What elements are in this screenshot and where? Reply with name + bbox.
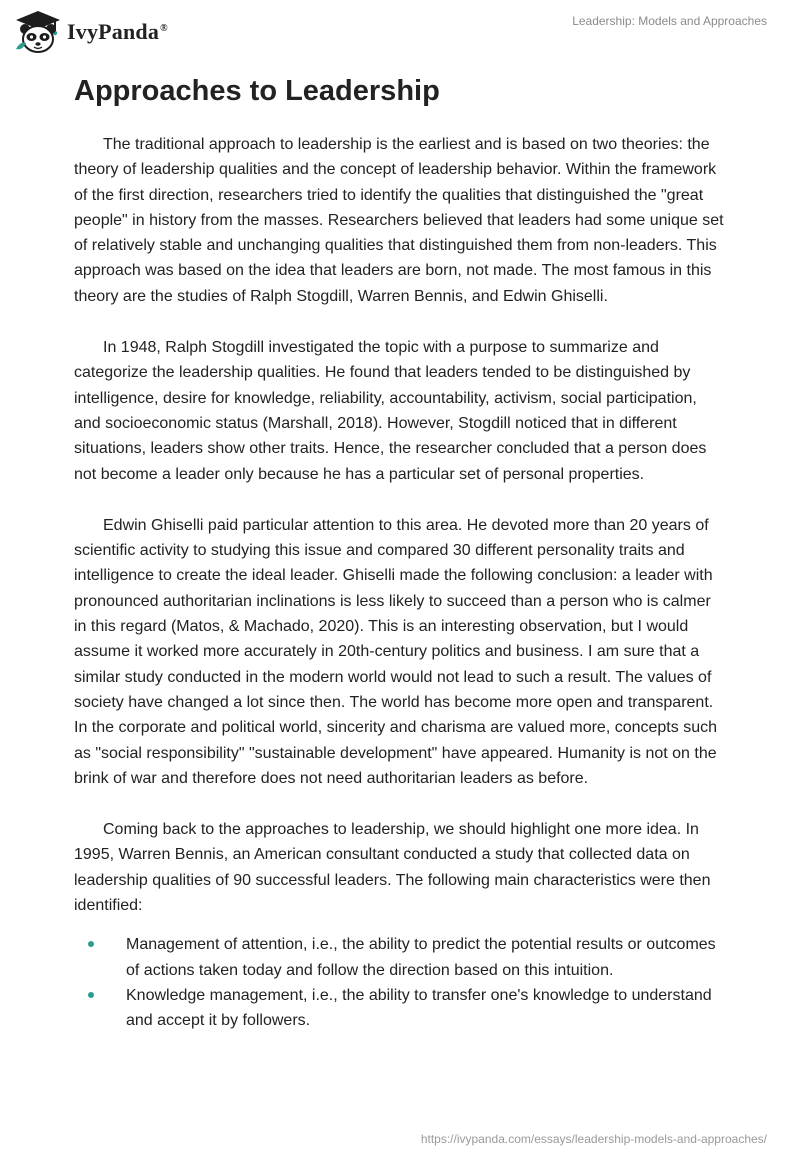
list-item xyxy=(74,932,724,983)
page-title: Approaches to Leadership xyxy=(74,75,440,107)
list-item-text: Knowledge management, i.e., the ability to transfer one's knowledge to understand and accept it by followers. xyxy=(126,986,712,1030)
paragraph: The traditional approach to leadership is the earliest and is based on two theories: the theory of leadership qualities and the concept of leadership behavior. Within the framework of the first direction, researchers tried to identify the qualities that distinguished the "great people" in history from the masses. Researchers believed that leaders had some unique set of relatively stable and unchanging qualities that distinguished them from non-leaders. This approach was based on the idea that leaders are born, not made. The most famous in this theory are the studies of Ralph Stogdill, Warren Bennis, and Edwin Ghiselli. xyxy=(74,136,724,305)
ivypanda-logo[interactable] xyxy=(14,9,168,55)
paragraph: Edwin Ghiselli paid particular attention to this area. He devoted more than 20 years of scientific activity to studying this issue and compared 30 different personality traits and intelligence to create the ideal leader. Ghiselli made the following conclusion: a leader with pronounced authoritarian inclinations is less likely to succeed than a person who is calmer in this regard (Matos, & Machado, 2020). This is an interesting observation, but I would assume it worked more accurately in 20th-century politics and business. I am sure that a similar study conducted in the modern world would not lead to such a result. The values of society have changed a lot since then. The world has become more open and transparent. In the corporate and political world, sincerity and charisma are valued more, concepts such as "social responsibility" "sustainable development" have appeared. Humanity is not on the brink of war and therefore does not need authoritarian leaders as before. xyxy=(74,516,717,787)
article-body xyxy=(74,70,724,1034)
source-url[interactable]: https://ivypanda.com/essays/leadership-models-and-approaches/ xyxy=(420,1132,767,1146)
panda-graduate-icon xyxy=(14,9,62,55)
paragraph: Coming back to the approaches to leadership, we should highlight one more idea. In 1995, Warren Bennis, an American consultant conducted a study that collected data on leadership qualities of 90 successful leaders. The following main characteristics were then identified: xyxy=(74,821,711,915)
characteristics-list xyxy=(74,932,724,1033)
list-item xyxy=(74,983,724,1034)
bullet-dot-icon xyxy=(88,941,94,947)
registered-mark: ® xyxy=(160,22,168,34)
paragraph: In 1948, Ralph Stogdill investigated the topic with a purpose to summarize and categorize the leadership qualities. He found that leaders tended to be distinguished by intelligence, desire for knowledge, reliability, accountability, activism, social participation, and socioeconomic status (Marshall, 2018). However, Stogdill noticed that in different situations, leaders show other traits. Hence, the researcher concluded that a person does not become a leader only because he has a particular set of personal properties. xyxy=(74,339,707,483)
page-header xyxy=(0,0,800,70)
list-item-text: Management of attention, i.e., the ability to predict the potential results or outcomes of actions taken today and follow the direction based on this intuition. xyxy=(126,936,716,979)
document-title: Leadership: Models and Approaches xyxy=(572,14,767,28)
bullet-dot-icon xyxy=(88,992,94,998)
brand-name: IvyPanda® xyxy=(67,19,168,44)
